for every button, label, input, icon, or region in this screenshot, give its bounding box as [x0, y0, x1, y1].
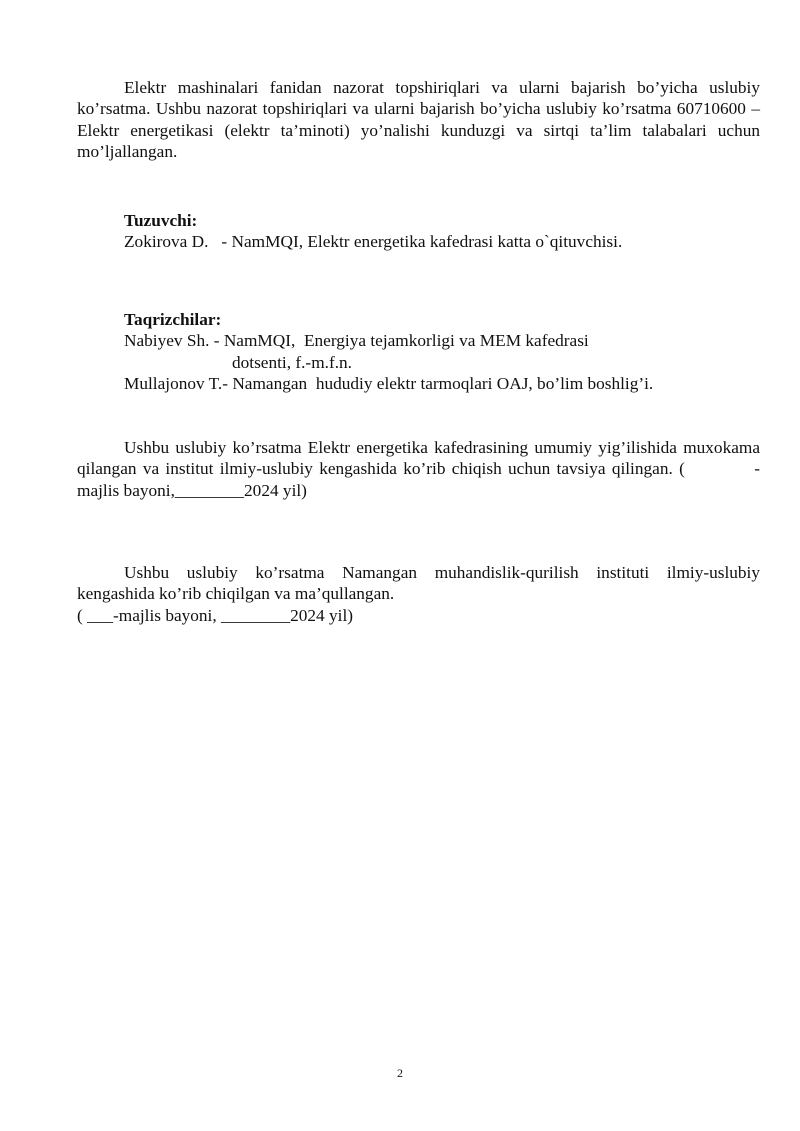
- compiler-line: Zokirova D. - NamMQI, Elektr energetika kafedrasi katta o`qituvchisi.: [124, 232, 623, 252]
- reviewer-line-1: Nabiyev Sh. - NamMQI, Energiya tejamkorligi va MEM kafedrasi: [124, 331, 589, 351]
- approval-protocol-line: ( ___-majlis bayoni, ________2024 yil): [77, 605, 353, 625]
- page-number: 2: [397, 1066, 403, 1080]
- intro-paragraph: Elektr mashinalari fanidan nazorat topshiriqlari va ularni bajarish bo’yicha uslubiy ko’rsatma. Ushbu nazorat topshiriqlari va ularni bajarish bo’yicha uslubiy ko’rsatma 60710600 –Elektr energetikasi (elektr ta’minoti) yo’nalishi kunduzgi va sirtqi ta’lim talabalari uchun mo’ljallangan.: [77, 78, 760, 162]
- reviewers-heading: Taqrizchilar:: [124, 310, 222, 329]
- compiler-section: [77, 210, 760, 253]
- approval-paragraph-2: Ushbu uslubiy ko’rsatma Namangan muhandislik-qurilish instituti ilmiy-uslubiy kengashida ko’rib chiqilgan va ma’qullangan.: [77, 563, 760, 604]
- reviewer-line-3: Mullajonov T.- Namangan hududiy elektr tarmoqlari OAJ, bo’lim boshlig’i.: [124, 374, 654, 394]
- approval-section-2: [77, 562, 760, 626]
- reviewers-section: [77, 309, 760, 395]
- reviewer-line-2: dotsenti, f.-m.f.n.: [232, 352, 352, 372]
- approval-paragraph-1: Ushbu uslubiy ko’rsatma Elektr energetika kafedrasining umumiy yig’ilishida muxokama qilangan va institut ilmiy-uslubiy kengashida ko’rib chiqish uchun tavsiya qilingan. ( -majlis bayoni,________2024 yil): [77, 438, 765, 500]
- compiler-heading: Tuzuvchi:: [124, 211, 198, 230]
